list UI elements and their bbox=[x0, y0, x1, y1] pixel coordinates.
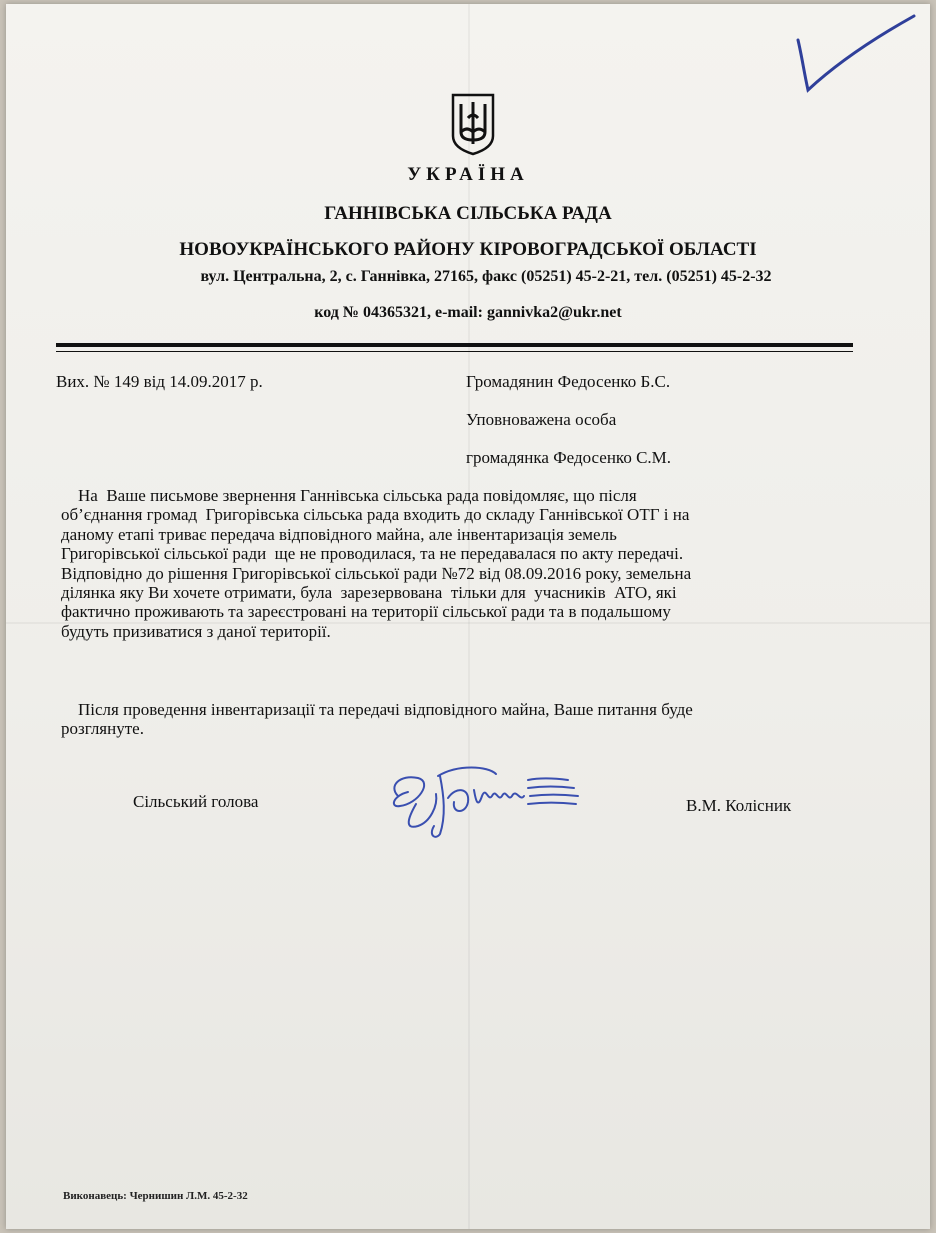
header-rule-thin bbox=[56, 351, 853, 352]
address-line: вул. Центральна, 2, с. Ганнівка, 27165, факс (05251) 45-2-21, тел. (05251) 45-2-32 bbox=[200, 268, 772, 285]
coat-of-arms-icon bbox=[450, 92, 496, 156]
country-title: УКРАЇНА bbox=[407, 164, 529, 185]
executor-line: Виконавець: Чернишин Л.М. 45-2-32 bbox=[63, 1190, 248, 1202]
body-line: ділянка яку Ви хочете отримати, була зарезервована тільки для учасників АТО, які bbox=[61, 583, 677, 603]
body-line: фактично проживають та зареєстровані на території сільської ради та в подальшому bbox=[61, 602, 671, 622]
district-title: НОВОУКРАЇНСЬКОГО РАЙОНУ КІРОВОГРАДСЬКОЇ ОБЛАСТІ bbox=[179, 239, 757, 260]
body-line: На Ваше письмове звернення Ганнівська сільська рада повідомляє, що після bbox=[61, 486, 637, 505]
outgoing-reference: Вих. № 149 від 14.09.2017 р. bbox=[56, 372, 263, 391]
body-line: Після проведення інвентаризації та передачі відповідного майна, Ваше питання буде bbox=[61, 700, 693, 719]
addressee-line-3: громадянка Федосенко С.М. bbox=[466, 448, 672, 467]
letter-paragraph-1 bbox=[61, 486, 861, 641]
body-line: даному етапі триває передача відповідного майна, але інвентаризація земель bbox=[61, 524, 617, 544]
body-line: Відповідно до рішення Григорівської сільської ради №72 від 08.09.2016 року, земельна bbox=[61, 563, 692, 583]
body-line: Григорівської сільської ради ще не проводилася, та не передавалася по акту передачі. bbox=[61, 544, 684, 564]
letter-page bbox=[6, 4, 930, 1229]
signer-position: Сільський голова bbox=[133, 792, 259, 811]
header-rule-thick bbox=[56, 343, 853, 347]
council-title: ГАННІВСЬКА СІЛЬСЬКА РАДА bbox=[324, 203, 612, 224]
signer-name: В.М. Колісник bbox=[686, 796, 792, 815]
handwritten-signature bbox=[378, 756, 593, 846]
addressee-line-2: Уповноважена особа bbox=[466, 410, 617, 429]
body-line: об’єднання громад Григорівська сільська рада входить до складу Ганнівської ОТГ і на bbox=[61, 505, 690, 525]
addressee-line-1: Громадянин Федосенко Б.С. bbox=[466, 372, 671, 391]
body-line: будуть призиватися з даної території. bbox=[61, 621, 331, 641]
code-email-line: код № 04365321, e-mail: gannivka2@ukr.net bbox=[314, 304, 622, 321]
body-line: розглянуте. bbox=[61, 719, 144, 739]
checkmark-icon bbox=[786, 12, 926, 102]
letter-paragraph-2 bbox=[61, 700, 861, 739]
